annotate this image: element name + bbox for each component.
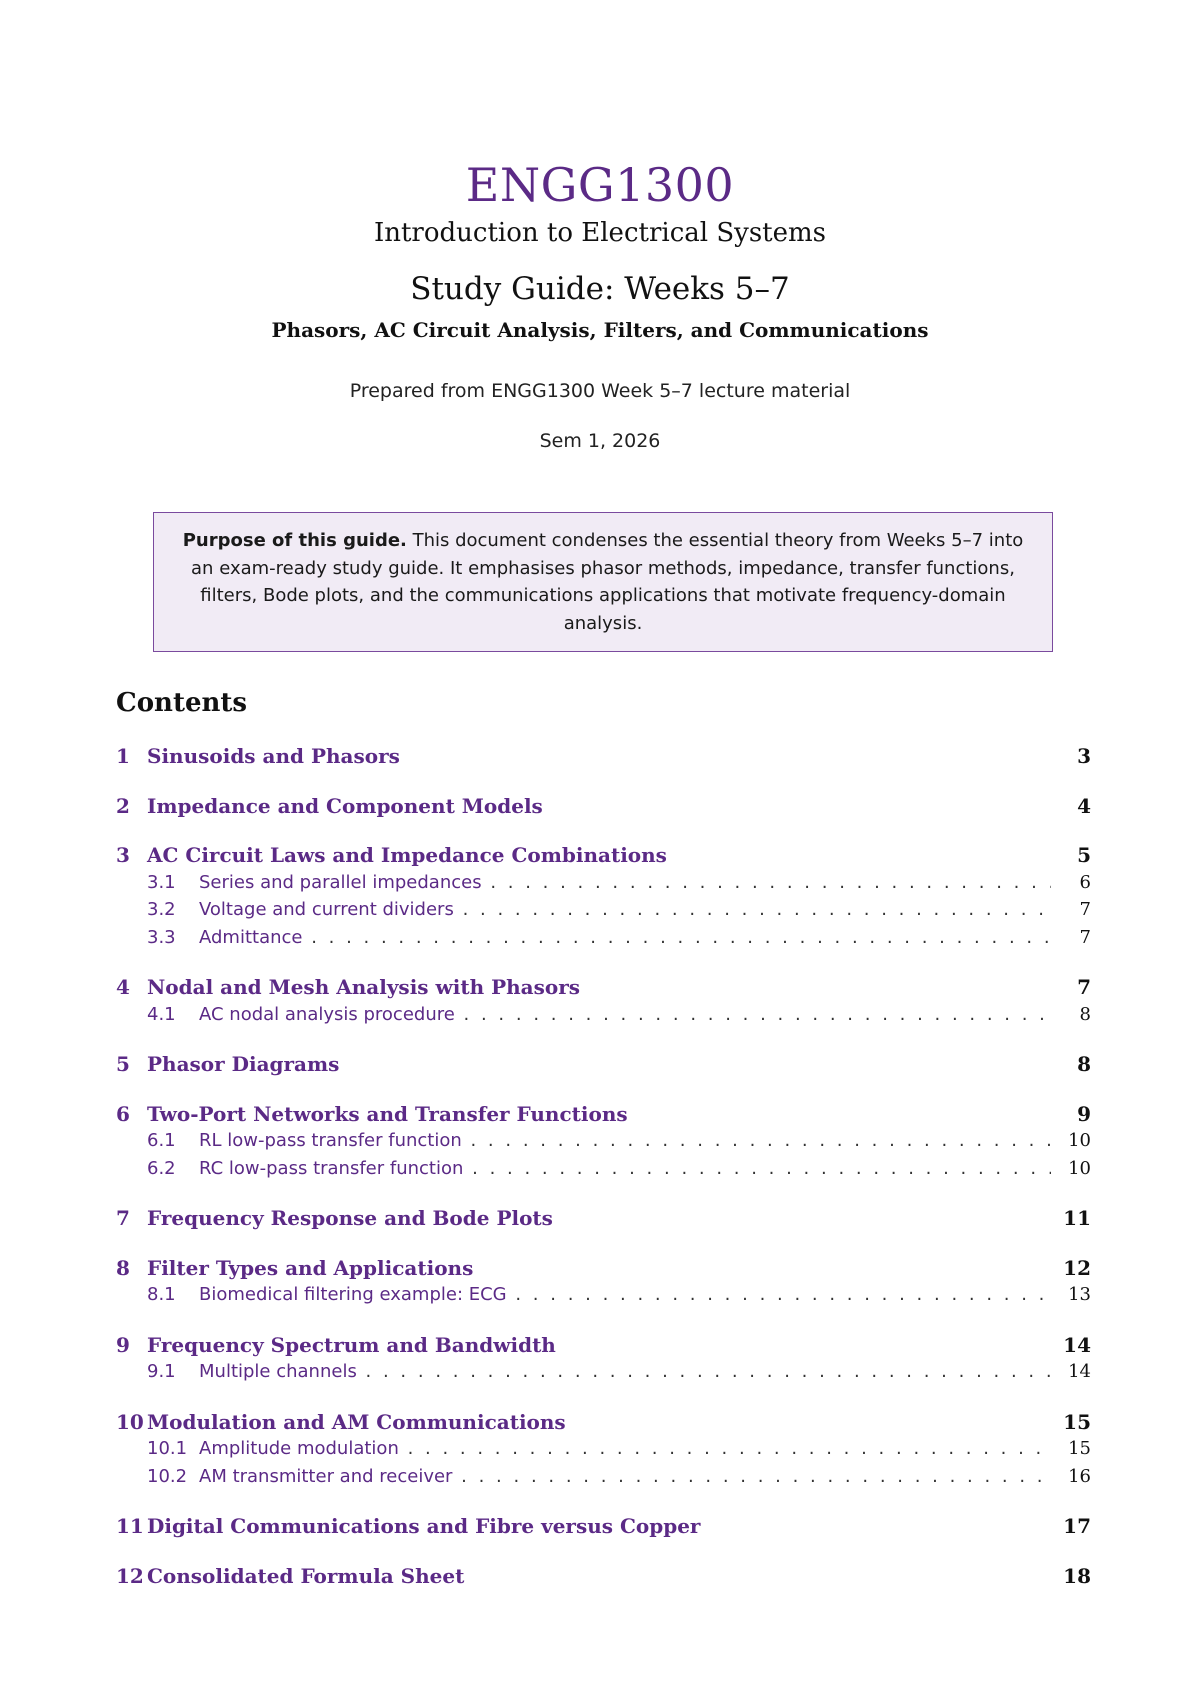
- toc-section-title: Sinusoids and Phasors: [147, 744, 400, 768]
- toc-section-page: 18: [1063, 1563, 1091, 1588]
- guide-title: Study Guide: Weeks 5–7: [410, 271, 790, 307]
- toc-subsection-title: Series and parallel impedances . . .: [199, 871, 1051, 895]
- toc-section-num: 12: [116, 1563, 144, 1588]
- toc-subsection-4.1[interactable]: [116, 1003, 1091, 1027]
- course-name: Introduction to Electrical Systems: [373, 218, 827, 248]
- toc-section-num: 4: [116, 975, 130, 999]
- toc-section-num: 9: [116, 1332, 130, 1357]
- toc-subsection-title: RL low-pass transfer function . . .: [199, 1129, 1051, 1153]
- toc-subsection-num: 8.1: [147, 1284, 176, 1305]
- toc-subsection-3.3[interactable]: [116, 926, 1091, 950]
- contents-heading: Contents: [116, 688, 248, 718]
- toc-section-page: 8: [1077, 1052, 1091, 1076]
- toc-section-page: 15: [1063, 1409, 1091, 1434]
- toc-section-page: 17: [1063, 1514, 1091, 1538]
- toc-section-num: 10: [116, 1409, 144, 1434]
- toc-subsection-num: 4.1: [147, 1003, 176, 1025]
- purpose-body: This document condenses the essential theory from Weeks 5–7 into an exam-ready study guide. It emphasises phasor methods, impedance, transfer functions, filters, Bode plots, and the communications applications that motivate frequency-domain analysis.: [191, 530, 1024, 634]
- toc-section-num: 5: [116, 1052, 130, 1076]
- toc-subsection-page: 10: [1068, 1130, 1091, 1151]
- toc-subsection-num: 3.3: [147, 926, 176, 948]
- toc-section-title: Frequency Spectrum and Bandwidth: [147, 1332, 556, 1357]
- toc-subsection-page: 7: [1079, 926, 1091, 948]
- toc-subsection-num: 3.2: [147, 899, 176, 920]
- toc-section-num: 6: [116, 1101, 130, 1126]
- toc-section-9[interactable]: [116, 1333, 1091, 1357]
- toc-subsection-title: Multiple channels . . .: [199, 1360, 1051, 1384]
- toc-subsection-page: 16: [1068, 1465, 1091, 1487]
- guide-subtitle: Phasors, AC Circuit Analysis, Filters, and Communications: [271, 318, 929, 342]
- toc-section-num: 3: [116, 843, 130, 867]
- toc-section-page: 4: [1077, 793, 1091, 818]
- toc-section-page: 11: [1063, 1206, 1091, 1230]
- toc-subsection-title: RC low-pass transfer function . . .: [199, 1157, 1051, 1181]
- toc-section-title: Consolidated Formula Sheet: [147, 1563, 465, 1588]
- toc-section-5[interactable]: [116, 1052, 1091, 1076]
- toc-section-title: Impedance and Component Models: [147, 793, 543, 818]
- toc-section-page: 7: [1077, 975, 1091, 999]
- semester-date: Sem 1, 2026: [539, 430, 661, 452]
- toc-section-num: 2: [116, 793, 130, 818]
- toc-section-num: 11: [116, 1514, 144, 1538]
- toc-section-4[interactable]: [116, 975, 1091, 999]
- toc-subsection-9.1[interactable]: [116, 1360, 1091, 1384]
- toc-subsection-title: Admittance . . .: [199, 926, 1051, 950]
- toc-subsection-title: AM transmitter and receiver . . .: [199, 1465, 1051, 1489]
- toc-subsection-num: 6.2: [147, 1157, 176, 1179]
- toc-subsection-page: 10: [1068, 1157, 1091, 1179]
- course-code: ENGG1300: [465, 158, 735, 212]
- toc-section-page: 12: [1063, 1255, 1091, 1280]
- toc-section-title: Filter Types and Applications: [147, 1255, 474, 1280]
- toc-subsection-title: Amplitude modulation . . .: [199, 1437, 1051, 1461]
- toc-section-page: 5: [1077, 843, 1091, 867]
- toc-section-6[interactable]: [116, 1102, 1091, 1126]
- toc-section-num: 1: [116, 744, 130, 768]
- toc-section-2[interactable]: [116, 794, 1091, 818]
- toc-subsection-num: 10.1: [147, 1438, 188, 1459]
- toc-section-1[interactable]: [116, 744, 1091, 768]
- toc-subsection-num: 3.1: [147, 871, 176, 893]
- toc-section-title: Modulation and AM Communications: [147, 1409, 566, 1434]
- purpose-box: [153, 512, 1053, 652]
- toc-subsection-10.1[interactable]: [116, 1437, 1091, 1461]
- toc-section-11[interactable]: [116, 1514, 1091, 1538]
- toc-section-10[interactable]: [116, 1410, 1091, 1434]
- toc-subsection-title: AC nodal analysis procedure . . .: [199, 1003, 1051, 1027]
- toc-section-title: Phasor Diagrams: [147, 1052, 340, 1076]
- toc-subsection-3.2[interactable]: [116, 898, 1091, 922]
- toc-subsection-num: 10.2: [147, 1465, 188, 1487]
- toc-subsection-page: 8: [1079, 1003, 1091, 1025]
- toc-subsection-page: 15: [1068, 1438, 1091, 1459]
- toc-section-7[interactable]: [116, 1206, 1091, 1230]
- toc-subsection-page: 6: [1079, 871, 1091, 893]
- toc-section-3[interactable]: [116, 843, 1091, 867]
- toc-subsection-title: Biomedical filtering example: ECG . . .: [199, 1283, 1051, 1307]
- toc-section-title: Two-Port Networks and Transfer Functions: [147, 1101, 628, 1126]
- toc-section-12[interactable]: [116, 1564, 1091, 1588]
- toc-section-num: 7: [116, 1206, 130, 1230]
- toc-section-page: 3: [1077, 744, 1091, 768]
- toc-subsection-6.2[interactable]: [116, 1157, 1091, 1181]
- purpose-lead: Purpose of this guide.: [182, 530, 407, 551]
- toc-section-title: AC Circuit Laws and Impedance Combinations: [147, 843, 667, 867]
- toc-subsection-3.1[interactable]: [116, 871, 1091, 895]
- toc-section-title: Nodal and Mesh Analysis with Phasors: [147, 975, 581, 999]
- toc-section-page: 14: [1063, 1332, 1091, 1357]
- toc-section-page: 9: [1077, 1101, 1091, 1126]
- toc-subsection-num: 6.1: [147, 1130, 176, 1151]
- prepared-note: Prepared from ENGG1300 Week 5–7 lecture material: [349, 380, 851, 402]
- toc-section-8[interactable]: [116, 1256, 1091, 1280]
- toc-section-title: Frequency Response and Bode Plots: [147, 1206, 553, 1230]
- toc-subsection-page: 7: [1079, 899, 1091, 920]
- toc-subsection-6.1[interactable]: [116, 1129, 1091, 1153]
- toc-subsection-page: 13: [1068, 1284, 1091, 1305]
- toc-subsection-page: 14: [1068, 1361, 1091, 1382]
- toc-subsection-title: Voltage and current dividers . . .: [199, 898, 1051, 922]
- toc-section-num: 8: [116, 1255, 130, 1280]
- toc-subsection-num: 9.1: [147, 1361, 176, 1382]
- toc-section-title: Digital Communications and Fibre versus Copper: [147, 1514, 701, 1538]
- toc-subsection-10.2[interactable]: [116, 1465, 1091, 1489]
- toc-subsection-8.1[interactable]: [116, 1283, 1091, 1307]
